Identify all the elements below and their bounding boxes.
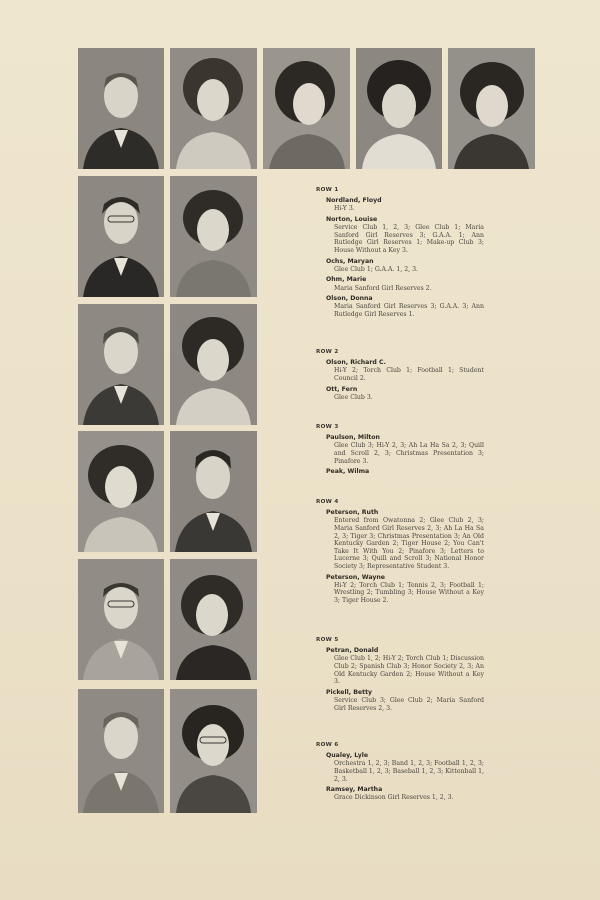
portrait-row1-4 <box>356 48 442 169</box>
list-item <box>326 689 484 712</box>
student-activities: Maria Sanford Girl Reserves 2. <box>334 284 432 292</box>
student-activities: Hi-Y 2; Torch Club 1; Tennis 2, 3; Football 1; Wrestling 2; Tumbling 3; House Without a Key 3; Tiger House 2. <box>334 581 484 604</box>
student-name: Ott, Fern <box>326 385 358 393</box>
list-item <box>326 216 484 255</box>
student-name: Ohm, Marie <box>326 276 367 284</box>
list-item <box>326 434 484 465</box>
list-item <box>326 786 484 802</box>
student-name: Olson, Richard C. <box>326 359 386 367</box>
student-activities: Maria Sanford Girl Reserves 3; G.A.A. 3; Ann Rutledge Girl Reserves 1. <box>334 303 484 318</box>
student-activities: Hi-Y 3. <box>334 205 355 213</box>
portrait-row5-2 <box>170 559 257 680</box>
portrait-row6-1 <box>78 689 164 813</box>
portrait-row3-1 <box>78 304 164 425</box>
portrait-row1-2 <box>170 48 257 169</box>
row-label: ROW 4 <box>316 499 339 505</box>
student-name: Ochs, Maryan <box>326 257 374 265</box>
portrait-row4-2 <box>170 431 257 552</box>
student-name: Norton, Louise <box>326 216 378 223</box>
student-name: Olson, Donna <box>326 295 373 303</box>
list-item <box>326 197 484 213</box>
portrait-row2-2 <box>170 176 257 297</box>
list-item <box>326 752 484 783</box>
student-activities: Glee Club 3; Hi-Y 2, 3; Ah La Ha Sa 2, 3; Quill and Scroll 2, 3; Christmas Presentation 3; Pinafore 3. <box>334 442 484 465</box>
student-activities: Entered from Owatonna 2; Glee Club 2, 3; Maria Sanford Girl Reserves 2, 3; Ah La Ha Sa 2, 3; Tiger 3; Christmas Presentation 3; An Old Kentucky Garden 2; Tiger House 2; You Can't Take It With You 2; Pinafore 3; Letters to Lucerne 3; Quill and Scroll 3; National Honor Society 3; Representative Student 3. <box>334 517 484 570</box>
portrait-row6-2 <box>170 689 257 813</box>
student-name: Pickell, Betty <box>326 688 373 696</box>
student-name: Nordland, Floyd <box>326 197 382 205</box>
row-block-3 <box>316 423 484 476</box>
list-item <box>326 468 484 476</box>
row-label: ROW 6 <box>316 742 339 748</box>
student-activities: Glee Club 1, 2; Hi-Y 2; Torch Club 1; Discussion Club 2; Spanish Club 3; Honor Society 2, 3; An Old Kentucky Garden 2; House Without a Key 3. <box>334 655 484 686</box>
portrait-row2-1 <box>78 176 164 297</box>
list-item <box>326 386 484 402</box>
student-activities: Service Club 3; Glee Club 2; Maria Sanford Girl Reserves 2, 3. <box>334 696 484 712</box>
row-block-5 <box>316 636 484 712</box>
list-item <box>326 574 484 605</box>
portrait-row1-5 <box>448 48 535 169</box>
student-name: Petran, Donald <box>326 647 379 655</box>
list-item <box>326 295 484 318</box>
student-name: Ramsey, Martha <box>326 786 383 794</box>
row-label: ROW 1 <box>316 187 339 193</box>
student-activities: Glee Club 3. <box>334 393 373 401</box>
student-activities: Grace Dickinson Girl Reserves 1, 2, 3. <box>334 794 454 802</box>
row-block-2 <box>316 348 484 401</box>
list-item <box>326 509 484 570</box>
student-activities: Hi-Y 2; Torch Club 1; Football 1; Student Council 2. <box>334 367 484 382</box>
student-activities: Glee Club 1; G.A.A. 1, 2, 3. <box>334 265 418 273</box>
student-activities: Orchestra 1, 2, 3; Band 1, 2, 3; Football 1, 2, 3; Basketball 1, 2, 3; Baseball 1, 2, 3; Kittenball 1, 2, 3. <box>334 760 484 783</box>
student-activities: Service Club 1, 2, 3; Glee Club 1; Maria Sanford Girl Reserves 3; G.A.A. 1; Ann Rutledge Girl Reserves 1; Make-up Club 3; House Without a Key 3. <box>334 224 484 254</box>
portrait-row4-1 <box>78 431 164 552</box>
student-name: Paulson, Milton <box>326 434 380 442</box>
row-label: ROW 5 <box>316 637 339 643</box>
row-label: ROW 3 <box>316 424 339 430</box>
portrait-row1-3 <box>263 48 350 169</box>
list-item <box>326 258 484 274</box>
row-block-4 <box>316 498 484 605</box>
portrait-row5-1 <box>78 559 164 680</box>
list-item <box>326 276 484 292</box>
portrait-row3-2 <box>170 304 257 425</box>
list-item <box>326 359 484 382</box>
row-block-6 <box>316 741 484 802</box>
row-label: ROW 2 <box>316 349 339 355</box>
student-name: Peak, Wilma <box>326 468 370 476</box>
portrait-row1-1 <box>78 48 164 169</box>
student-name: Qualey, Lyle <box>326 752 369 760</box>
row-block-1 <box>316 186 484 319</box>
list-item <box>326 647 484 686</box>
student-name: Peterson, Ruth <box>326 509 379 517</box>
student-name: Peterson, Wayne <box>326 573 386 581</box>
